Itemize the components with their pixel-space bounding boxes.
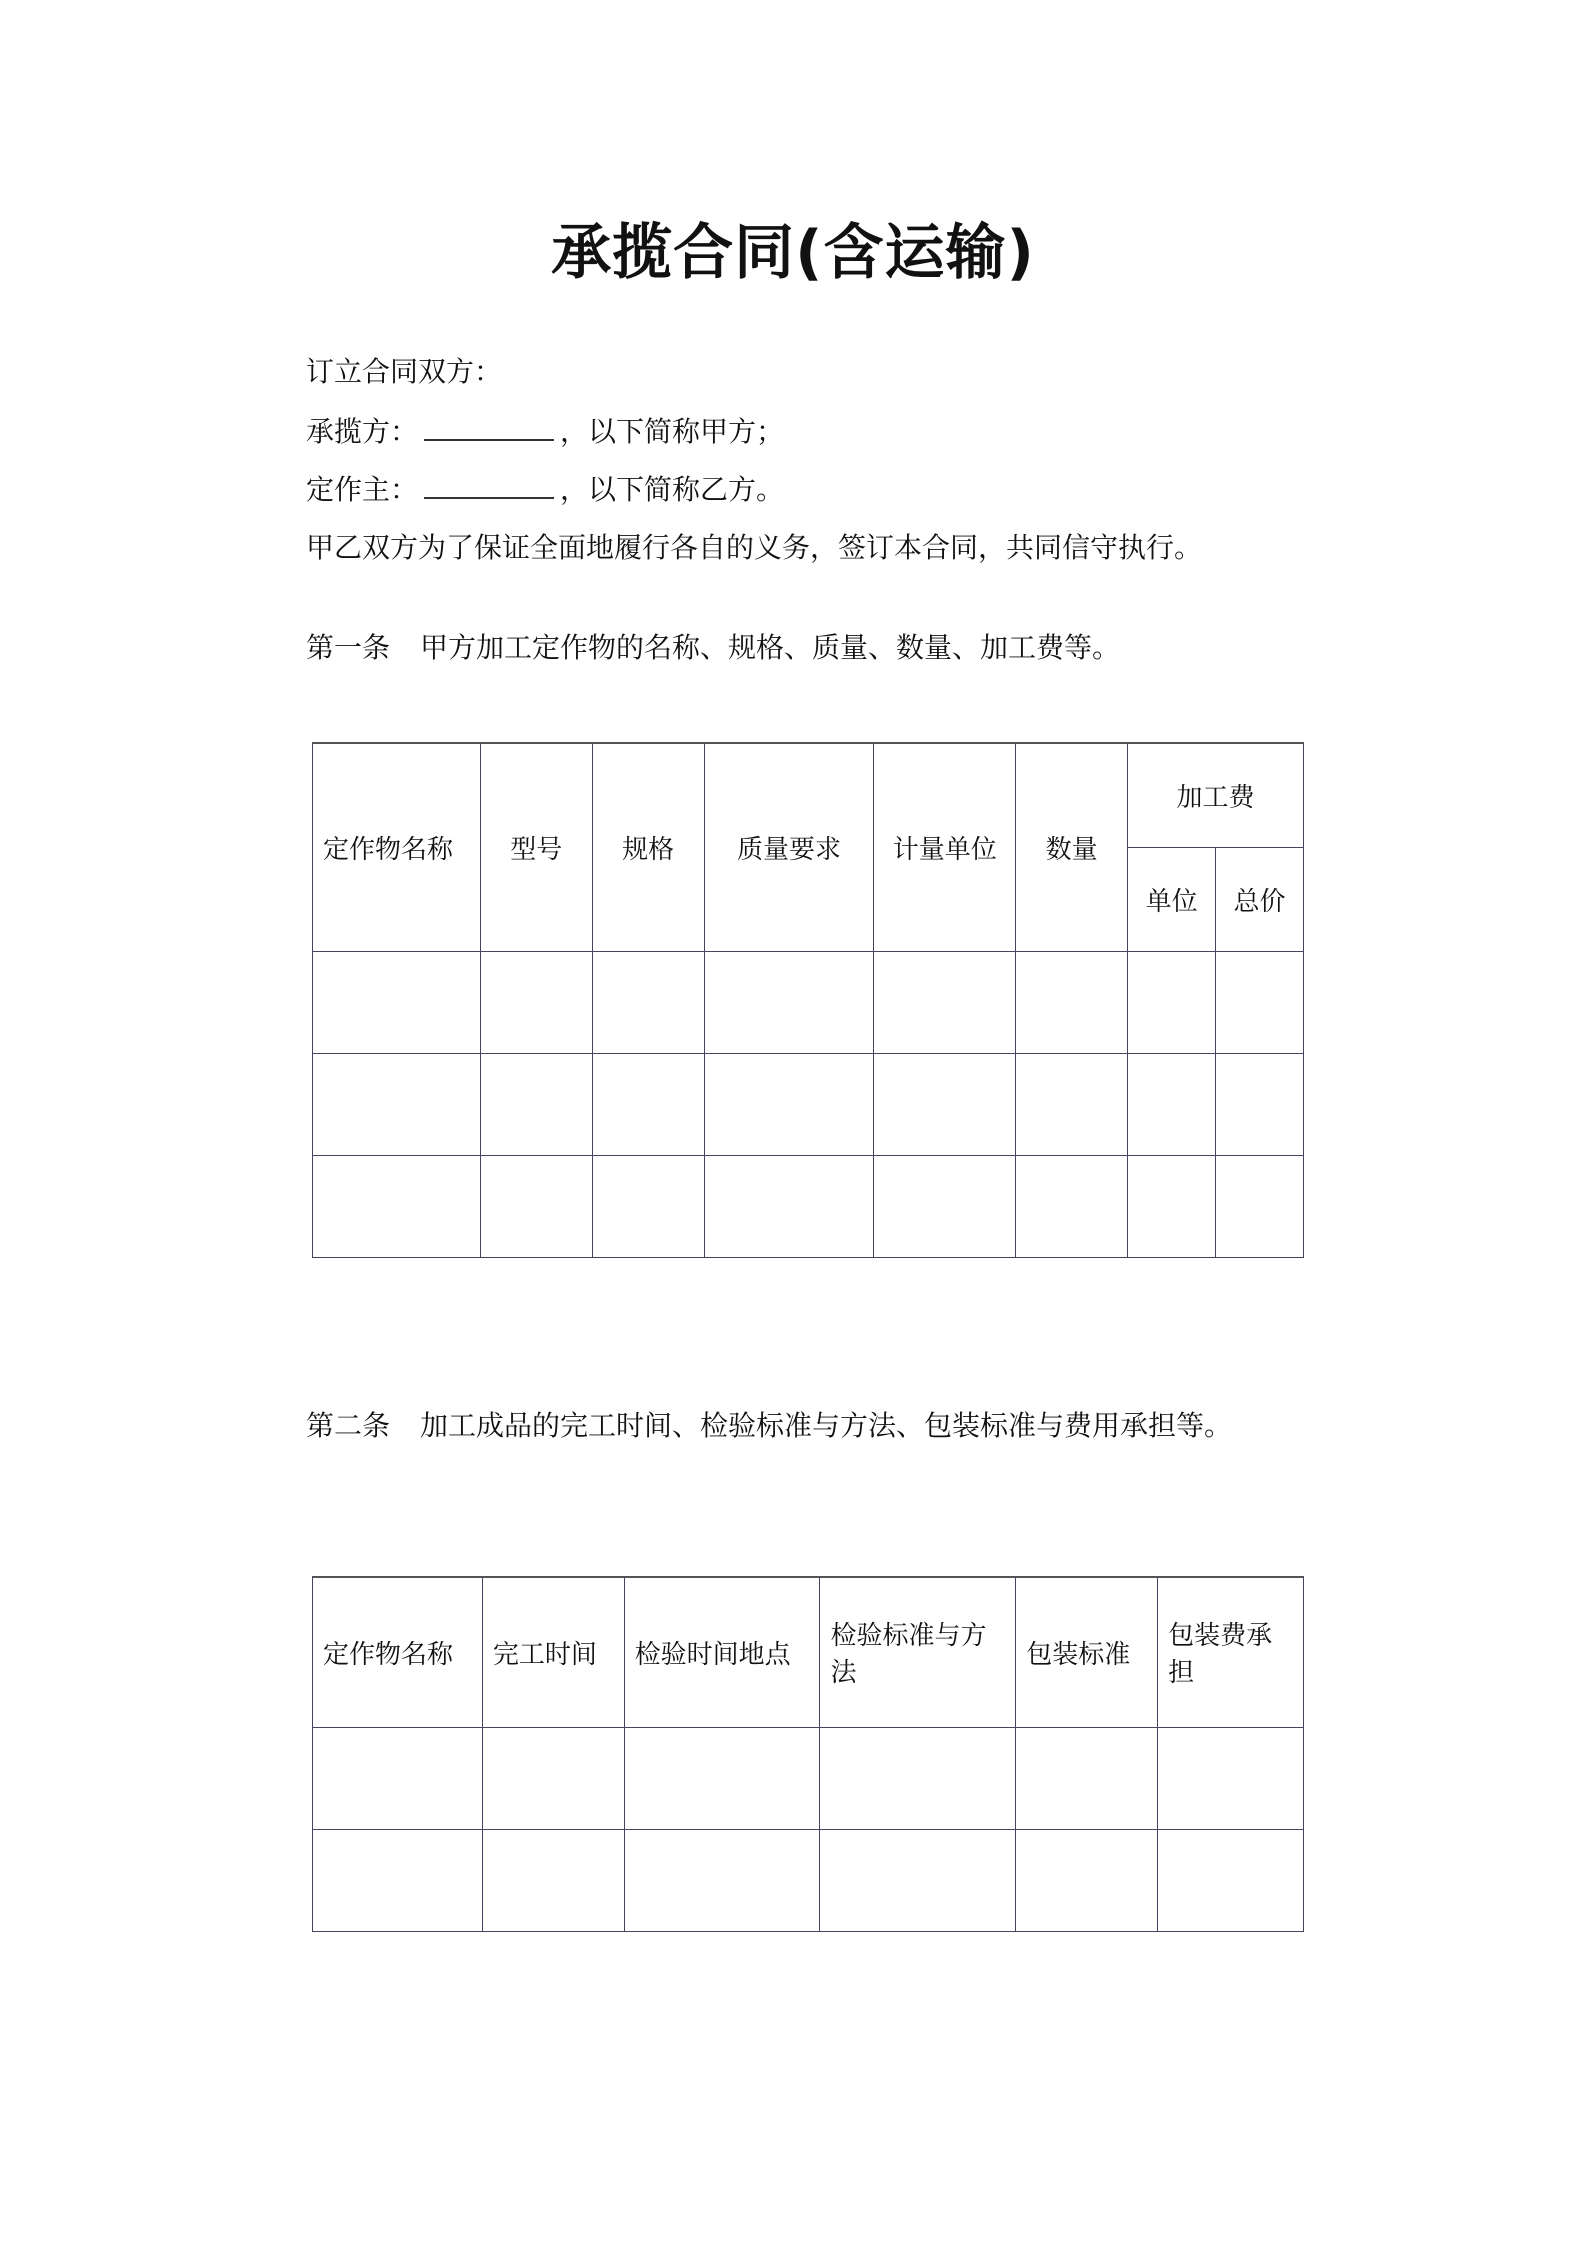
article2-table: [312, 1576, 1304, 1932]
header-completion-time: 完工时间: [482, 1577, 624, 1727]
article1-text: 甲方加工定作物的名称、规格、质量、数量、加工费等。: [420, 631, 1121, 664]
table-row: [313, 1727, 1304, 1829]
table-row: [313, 951, 1304, 1053]
article2-number: 第二条: [306, 1409, 391, 1442]
header-quantity: 数量: [1016, 743, 1128, 951]
table-row: [313, 1829, 1304, 1931]
header-item-name: 定作物名称: [313, 743, 481, 951]
article1-number: 第一条: [306, 631, 391, 664]
article1-heading: [306, 626, 1120, 666]
header-model: 型号: [480, 743, 592, 951]
header-inspection-place: 检验时间地点: [624, 1577, 820, 1727]
article2-text: 加工成品的完工时间、检验标准与方法、包装标准与费用承担等。: [420, 1409, 1233, 1442]
header-fee-total: 总价: [1216, 847, 1304, 951]
client-line: [306, 468, 784, 508]
table-row: [313, 1053, 1304, 1155]
client-blank[interactable]: [424, 471, 554, 499]
article2-heading: [240, 1400, 1310, 1452]
contractor-line: [306, 410, 784, 450]
document-title: 承揽合同(含运输): [551, 218, 1035, 288]
header-spec: 规格: [592, 743, 704, 951]
contractor-blank[interactable]: [424, 413, 554, 441]
header-quality: 质量要求: [704, 743, 874, 951]
table-row: [313, 1155, 1304, 1257]
parties-line: 订立合同双方：: [306, 355, 503, 388]
contractor-label: 承揽方：: [306, 415, 419, 448]
client-label: 定作主：: [306, 473, 419, 506]
header-packing-standard: 包装标准: [1016, 1577, 1158, 1727]
header-processing-fee: 加工费: [1128, 743, 1304, 847]
header-fee-unit: 单位: [1128, 847, 1216, 951]
contractor-suffix: ，以下简称甲方；: [560, 415, 785, 448]
purpose-line: 甲乙双方为了保证全面地履行各自的义务，签订本合同，共同信守执行。: [306, 531, 1203, 564]
header-item-name: 定作物名称: [313, 1577, 483, 1727]
header-inspection-standard: 检验标准与方法: [820, 1577, 1016, 1727]
header-unit-measure: 计量单位: [874, 743, 1016, 951]
client-suffix: ，以下简称乙方。: [560, 473, 785, 506]
article1-table: [312, 742, 1304, 1258]
header-packing-fee: 包装费承担: [1158, 1577, 1304, 1727]
